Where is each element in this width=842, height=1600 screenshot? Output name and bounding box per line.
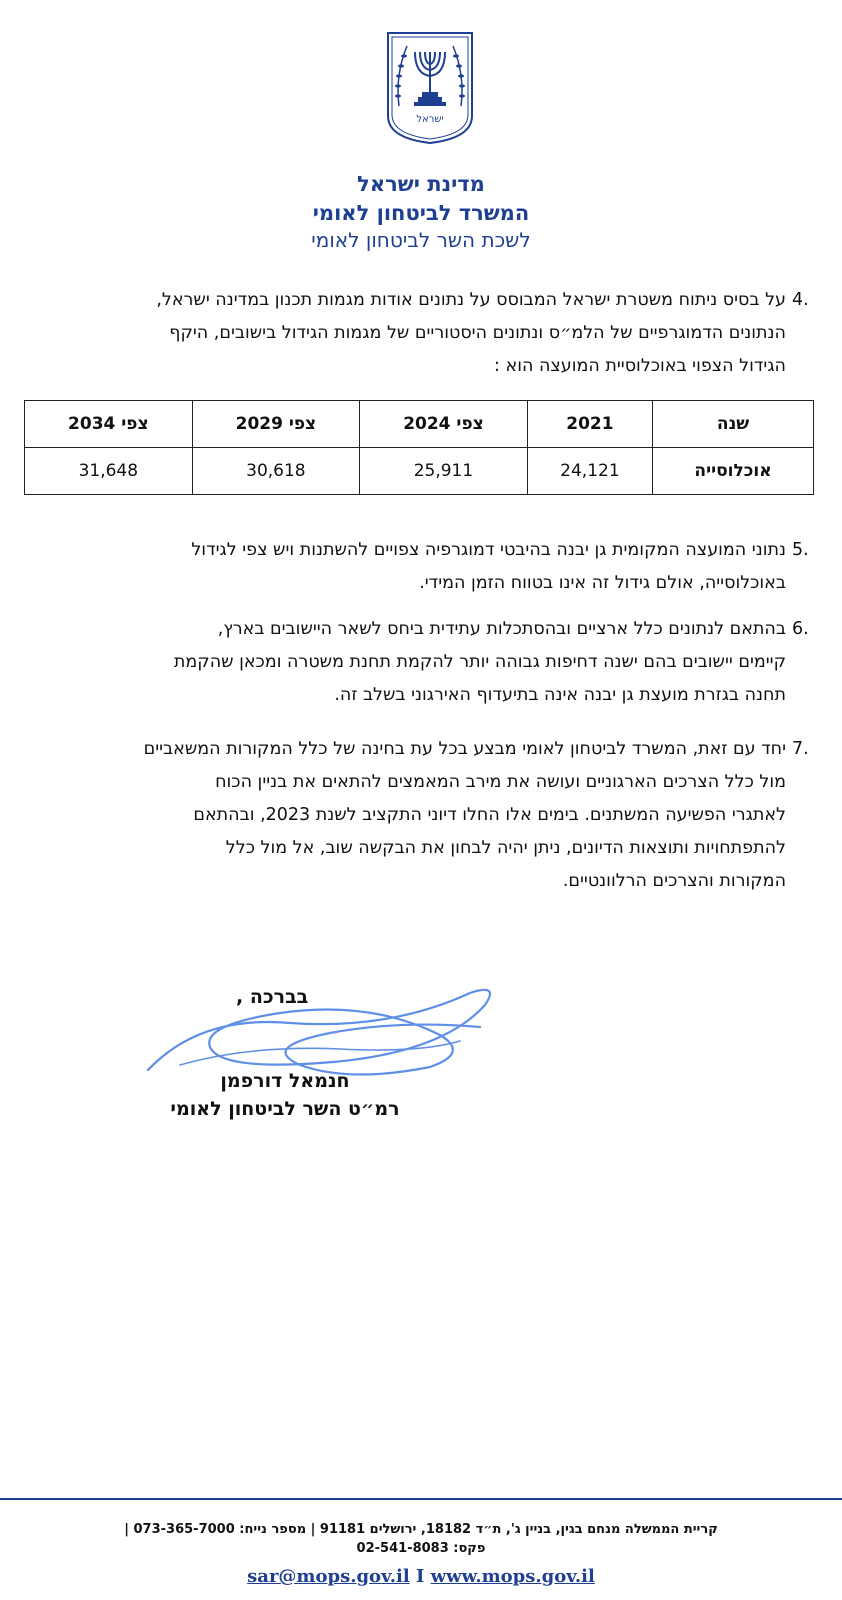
table-header-cell: צפי 2024 — [360, 401, 528, 448]
table-header-cell: צפי 2029 — [192, 401, 360, 448]
table-cell: 24,121 — [527, 448, 652, 495]
section-5 — [24, 534, 809, 600]
paragraph-line: קיימים יישובים בהם ישנה דחיפות גבוהה יותר להקמת תחנת משטרה ומכאן שהקמת — [173, 652, 786, 672]
paragraph-line: נתוני המועצה המקומית גן יבנה בהיבטי דמוגרפיה צפויים להשתנות ויש צפי לגידול — [191, 540, 786, 560]
emblem-caption: ישראל — [416, 114, 444, 125]
table-header-cell: שנה — [653, 401, 814, 448]
table-header-cell: צפי 2034 — [25, 401, 193, 448]
letterhead-state: מדינת ישראל — [357, 172, 485, 196]
handwritten-signature — [140, 975, 510, 1085]
table-header-cell: 2021 — [527, 401, 652, 448]
footer-address: קריית הממשלה מנחם בגין, בניין ג', ת״ד 18182, ירושלים 91181 | מספר נייח: 073-365-7000 | — [124, 1522, 718, 1537]
footer-fax: פקס: 02-541-8083 — [356, 1541, 486, 1556]
table-cell: 30,618 — [192, 448, 360, 495]
email-link[interactable]: sar@mops.gov.il — [247, 1566, 410, 1587]
table-header-row — [25, 401, 814, 448]
paragraph-line: באוכלוסייה, אולם גידול זה אינו בטווח הזמן המידי. — [419, 573, 786, 593]
paragraph-line: על בסיס ניתוח משטרת ישראל המבוסס על נתונים אודות מגמות תכנון במדינה ישראל, — [156, 290, 786, 310]
section-6 — [24, 613, 809, 712]
section-number: 7. — [792, 739, 809, 759]
section-4 — [24, 284, 809, 383]
section-7 — [24, 733, 809, 898]
paragraph-line: יחד עם זאת, המשרד לביטחון לאומי מבצע בכל עת בחינה של כלל המקורות המשאביים — [143, 739, 786, 759]
paragraph-line: הגידול הצפוי באוכלוסיית המועצה הוא : — [494, 356, 786, 376]
section-number: 6. — [792, 619, 809, 639]
paragraph-line: בהתאם לנתונים כלל ארציים ובהסתכלות עתידית ביחס לשאר היישובים בארץ, — [217, 619, 786, 639]
population-forecast-table — [24, 400, 814, 495]
table-row-label: אוכלוסייה — [653, 448, 814, 495]
section-number: 4. — [792, 290, 809, 310]
state-emblem — [385, 30, 475, 146]
signer-name: חנמאל דורפמן — [220, 1070, 350, 1092]
paragraph-line: מול כלל הצרכים הארגוניים ועושה את מירב המאמצים להתאים את בניין הכוח — [215, 772, 786, 792]
table-cell: 25,911 — [360, 448, 528, 495]
footer-links — [0, 1566, 842, 1587]
links-separator: I — [415, 1566, 425, 1587]
table-row — [25, 448, 814, 495]
paragraph-line: לאתגרי הפשיעה המשתנים. בימים אלו החלו דיוני התקציב לשנת 2023, ובהתאם — [193, 805, 786, 825]
paragraph-line: תחנה בגזרת מועצת גן יבנה אינה בתיעדוף האירגוני בשלב זה. — [334, 685, 786, 705]
paragraph-line: הנתונים הדמוגרפיים של הלמ״ס ונתונים היסטוריים של מגמות הגידול בישובים, היקף — [169, 323, 786, 343]
section-number: 5. — [792, 540, 809, 560]
letterhead-office: לשכת השר לביטחון לאומי — [311, 228, 531, 252]
paragraph-line: המקורות והצרכים הרלוונטיים. — [562, 871, 786, 891]
table-cell: 31,648 — [25, 448, 193, 495]
website-link[interactable]: www.mops.gov.il — [430, 1566, 595, 1587]
footer-divider — [0, 1498, 842, 1500]
letterhead-ministry: המשרד לביטחון לאומי — [312, 201, 530, 225]
closing-greeting: בברכה , — [236, 986, 309, 1008]
paragraph-line: להתפתחויות ותוצאות הדיונים, ניתן יהיה לבחון את הבקשה שוב, אל מול כלל — [225, 838, 786, 858]
menorah-emblem-icon — [385, 30, 475, 146]
signer-title: רמ״ט השר לביטחון לאומי — [170, 1098, 400, 1120]
